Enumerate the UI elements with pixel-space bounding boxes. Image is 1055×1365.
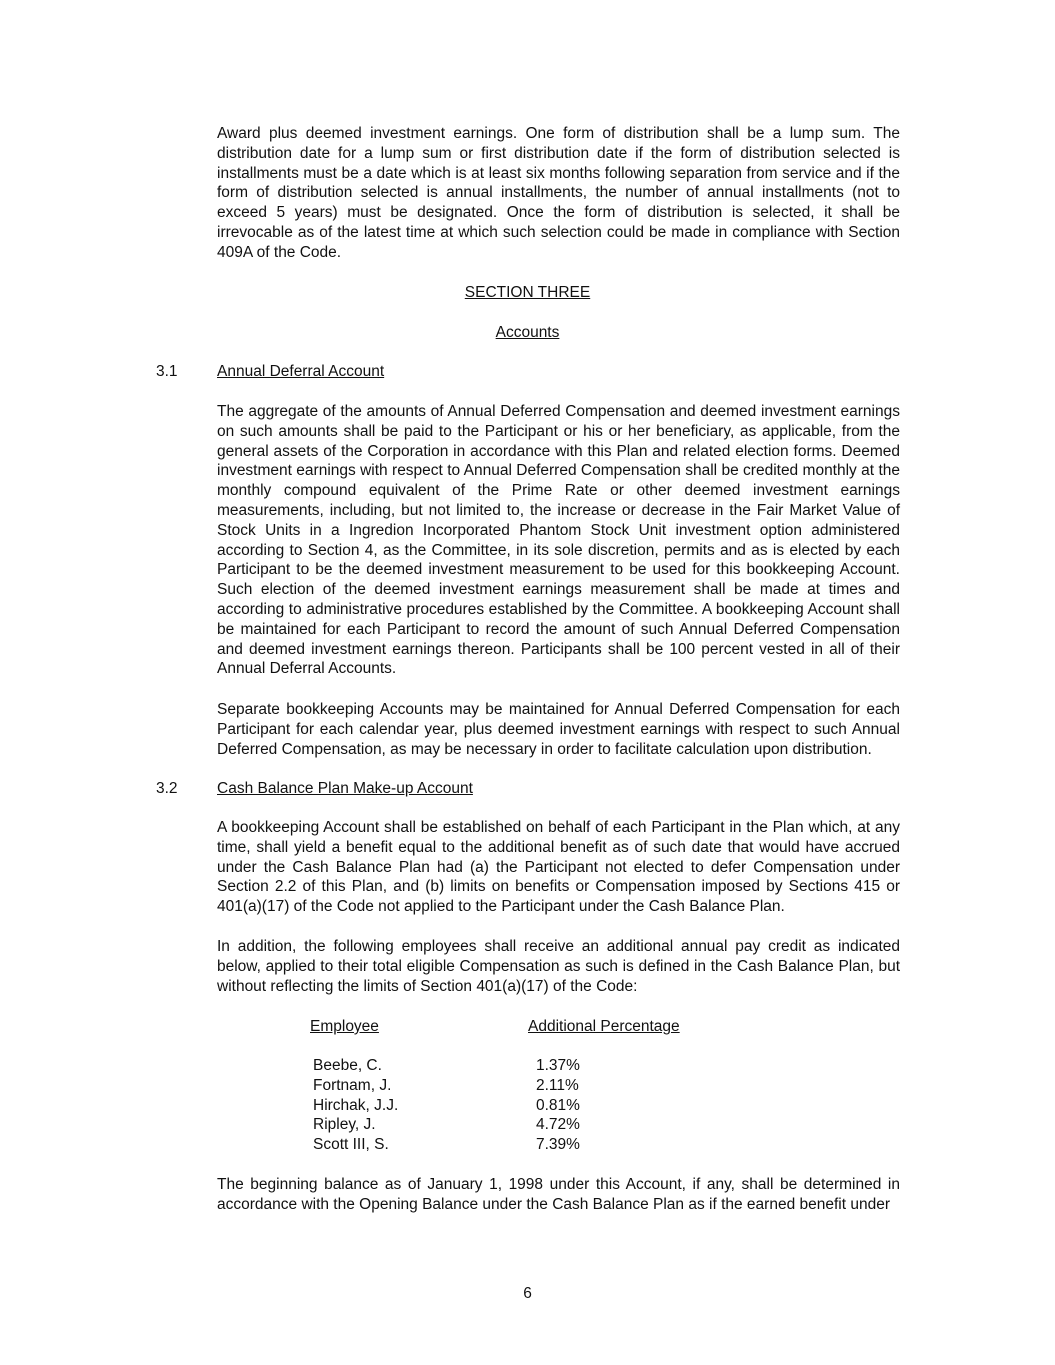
table-row [313,1076,713,1096]
section-3-2-title: Cash Balance Plan Make-up Account [217,780,473,797]
employee-name: Ripley, J. [313,1116,376,1134]
section-3-2-number: 3.2 [156,780,178,797]
intro-paragraph: Award plus deemed investment earnings. One form of distribution shall be a lump sum. The distribution date for a lump sum or first distribution date if the form of distribution selected is installments must be a date which is at least six months following separation from service and if the form of distribution selected is annual installments, the number of annual installments (not to exceed 5 years) must be designated. Once the form of distribution is selected, it shall be irrevocable as of the latest time at which such selection could be made in compliance with Section 409A of the Code. [217,125,900,261]
additional-percentage: 0.81% [536,1096,580,1114]
section-3-1-paragraph-1: The aggregate of the amounts of Annual Deferred Compensation and deemed investment earnings on such amounts shall be paid to the Participant or his or her beneficiary, as applicable, from the general assets of the Corporation in accordance with this Plan and related election forms. Deemed investment earnings with respect to Annual Deferred Compensation shall be credited monthly at the monthly compound equivalent of the Prime Rate or other deemed investment earnings measurements, including, but not limited to, the increase or decrease in the Fair Market Value of Stock Units in a Ingredion Incorporated Phantom Stock Unit investment option administered according to Section 4, as the Committee, in its sole discretion, permits and as is elected by each Participant to be the deemed investment measurement to be used for this bookkeeping Account. Such election of the deemed investment earnings measurement shall be made at times and according to administrative procedures established by the Committee. A bookkeeping Account shall be maintained for each Participant to record the amount of such Annual Deferred Compensation and deemed investment earnings thereon. Participants shall be 100 percent vested in all of their Annual Deferral Accounts. [217,403,900,678]
additional-percentage: 2.11% [536,1076,579,1094]
additional-percentage: 1.37% [536,1057,580,1074]
table-row [313,1056,713,1076]
section-heading: SECTION THREE [464,284,591,301]
percentage-table [313,1056,713,1155]
employee-name: Scott III, S. [313,1136,389,1154]
section-3-1-title: Annual Deferral Account [217,363,385,380]
table-row [313,1135,713,1155]
table-header-employee: Employee [310,1018,379,1035]
table-row [313,1115,713,1135]
section-3-2-closing-paragraph: The beginning balance as of January 1, 1998 under this Account, if any, shall be determined in accordance with the Opening Balance under the Cash Balance Plan as if the earned benefit under [217,1176,900,1213]
table-row [313,1096,713,1116]
section-3-2-paragraph-2: In addition, the following employees shall receive an additional annual pay credit as indicated below, applied to their total eligible Compensation as such is defined in the Cash Balance Plan, but without reflecting the limits of Section 401(a)(17) of the Code: [217,938,900,995]
section-3-1-paragraph-2: Separate bookkeeping Accounts may be maintained for Annual Deferred Compensation for each Participant for each calendar year, plus deemed investment earnings with respect to such Annual Deferred Compensation, as may be necessary in order to facilitate calculation upon distribution. [217,701,900,758]
section-3-2-paragraph-1: A bookkeeping Account shall be established on behalf of each Participant in the Plan which, at any time, shall yield a benefit equal to the additional benefit as of such date that would have accrued under the Cash Balance Plan had (a) the Participant not elected to defer Compensation under Section 2.2 of this Plan, and (b) limits on benefits or Compensation imposed by Sections 415 or 401(a)(17) of the Code not applied to the Participant under the Cash Balance Plan. [217,819,900,916]
section-subheading: Accounts [495,324,560,341]
page-number: 6 [523,1285,532,1302]
additional-percentage: 7.39% [536,1136,580,1154]
employee-name: Beebe, C. [313,1057,382,1074]
employee-name: Hirchak, J.J. [313,1096,399,1114]
section-3-1-number: 3.1 [156,363,178,380]
additional-percentage: 4.72% [536,1116,580,1134]
table-header-additional-percentage: Additional Percentage [528,1018,680,1035]
employee-name: Fortnam, J. [313,1076,392,1094]
